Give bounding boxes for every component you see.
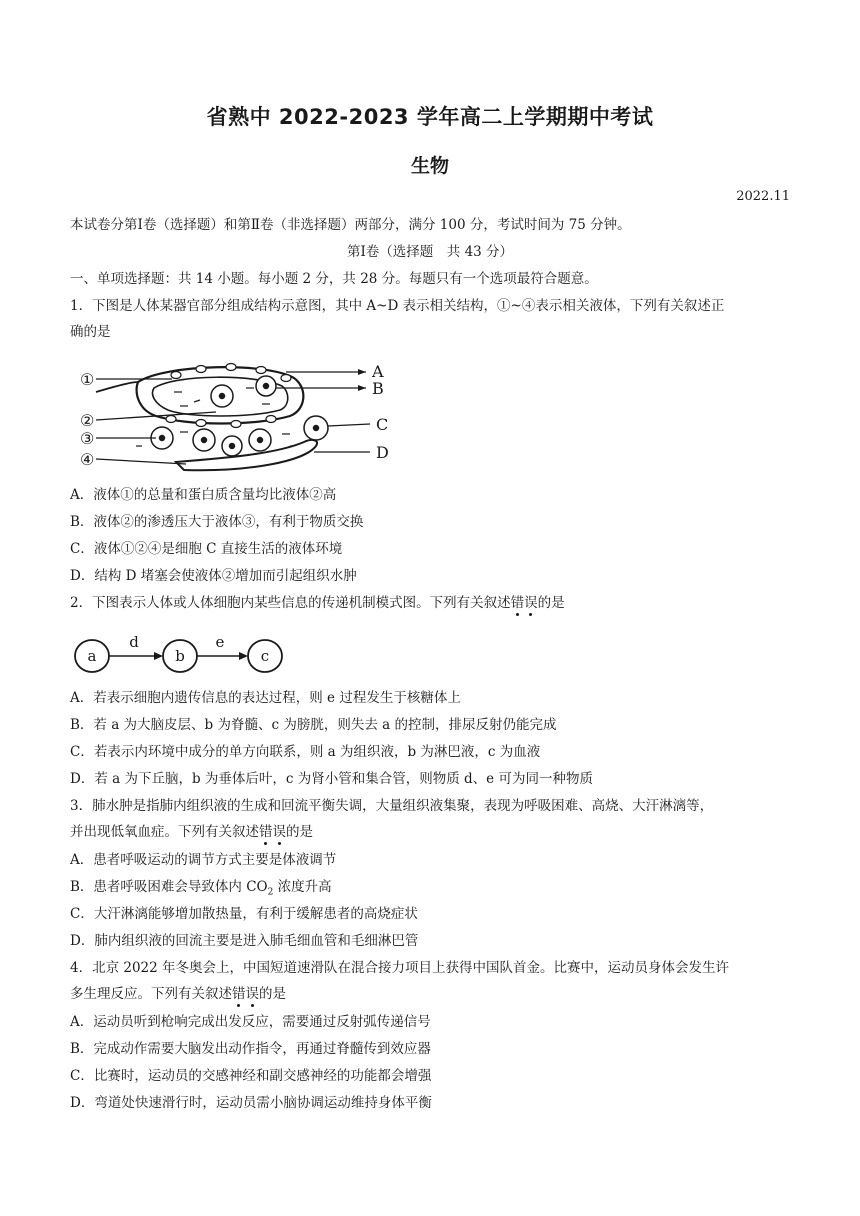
exam-subject: 生物 (410, 155, 449, 177)
arrow-e-head (239, 652, 248, 660)
fig1-label-1: ① (80, 370, 95, 389)
q3-stem-line1: 3．肺水肿是指肺内组织液的生成和回流平衡失调，大量组织液集聚，表现为呼吸困难、高烧、大汗淋漓等， (70, 798, 714, 814)
q4-stem-line1: 4．北京 2022 年冬奥会上，中国短道速滑队在混合接力项目上获得中国队首金。比赛中，运动员身体会发生许 (70, 960, 730, 976)
emphasis-char: 误 (245, 986, 259, 1002)
q2-option-b: B．若 a 为大脑皮层、b 为脊髓、c 为膀胱，则失去 a 的控制，排尿反射仍能完成 (70, 717, 557, 733)
exam-title: 省熟中 2022-2023 学年高二上学期期中考试 (206, 105, 654, 129)
fig1-label-4: ④ (80, 450, 95, 469)
q3-option-a: A．患者呼吸运动的调节方式主要是体液调节 (70, 852, 337, 868)
q2-stem-tail: 的是 (537, 595, 565, 611)
fig1-label-3: ③ (80, 429, 95, 448)
emphasis-char: 错 (510, 595, 525, 611)
q4-option-d: D．弯道处快速滑行时，运动员需小脑协调运动维持身体平衡 (70, 1095, 432, 1111)
arrow-d-label: d (129, 633, 139, 651)
q4-option-c: C．比赛时，运动员的交感神经和副交感神经的功能都会增强 (70, 1068, 432, 1084)
q1-stem-line1: 1．下图是人体某器官部分组成结构示意图，其中 A~D 表示相关结构，①~④表示相关液体，下列有关叙述正 (70, 298, 725, 314)
q2-stem-text: 2．下图表示人体或人体细胞内某些信息的传递机制模式图。下列有关叙述 (70, 595, 511, 611)
q1-option-b: B．液体②的渗透压大于液体③，有利于物质交换 (70, 514, 364, 530)
co2-subscript: 2 (267, 887, 274, 898)
q3-option-b-text: B．患者呼吸困难会导致体内 CO (70, 879, 268, 895)
q2-option-d: D．若 a 为下丘脑，b 为垂体后叶，c 为肾小管和集合管，则物质 d、e 可为同一种物质 (70, 771, 593, 787)
q1-stem-line2: 确的是 (70, 324, 111, 340)
q2-flow-diagram (72, 630, 290, 678)
part-instruction: 一、单项选择题：共 14 小题。每小题 2 分，共 28 分。每题只有一个选项最符合题意。 (70, 271, 598, 287)
fig1-label-C: C (376, 415, 389, 434)
q1-option-d: D．结构 D 堵塞会使液体②增加而引起组织水肿 (70, 568, 357, 584)
q4-option-a: A．运动员听到枪响完成出发反应，需要通过反射弧传递信号 (70, 1014, 431, 1030)
q4-stem-tail: 的是 (259, 986, 286, 1002)
q3-option-b-tail: 浓度升高 (273, 879, 332, 895)
fig1-label-D: D (376, 443, 389, 462)
q3-stem-line2 (70, 823, 795, 841)
q4-stem-text: 多生理反应。下列有关叙述 (70, 986, 232, 1002)
q1-option-a: A．液体①的总量和蛋白质含量均比液体②高 (70, 487, 337, 503)
vessel-left-edge (96, 382, 138, 392)
emphasis-char: 错 (259, 824, 273, 840)
exam-intro: 本试卷分第Ⅰ卷（选择题）和第Ⅱ卷（非选择题）两部分，满分 100 分，考试时间为 75 分钟。 (70, 217, 631, 233)
arrow-d-head (154, 652, 163, 660)
q4-option-b: B．完成动作需要大脑发出动作指令，再通过脊髓传到效应器 (70, 1041, 431, 1057)
arrowhead-b (358, 385, 366, 391)
arrowhead-a (358, 369, 366, 375)
q3-stem-tail: 的是 (286, 824, 313, 840)
emphasis-char: 误 (524, 595, 538, 611)
q4-stem-line2 (70, 985, 795, 1003)
arrow-e-label: e (215, 633, 225, 651)
node-a-label: a (87, 647, 97, 665)
q2-option-a: A．若表示细胞内遗传信息的表达过程，则 e 过程发生于核糖体上 (70, 690, 461, 706)
q1-tissue-diagram (76, 358, 406, 476)
fig1-label-2: ② (80, 411, 95, 430)
q3-option-b (70, 878, 795, 902)
node-b-label: b (175, 647, 185, 665)
section-title: 第Ⅰ卷（选择题 共 43 分） (346, 244, 514, 260)
q1-option-c: C．液体①②④是细胞 C 直接生活的液体环境 (70, 541, 343, 557)
q3-option-c: C．大汗淋漓能够增加散热量，有利于缓解患者的高烧症状 (70, 906, 418, 922)
emphasis-char: 错 (232, 986, 246, 1002)
q2-option-c: C．若表示内环境中成分的单方向联系，则 a 为组织液，b 为淋巴液，c 为血液 (70, 744, 541, 760)
q3-stem-text: 并出现低氧血症。下列有关叙述 (70, 824, 259, 840)
q2-stem (70, 594, 795, 612)
q3-option-d: D．肺内组织液的回流主要是进入肺毛细血管和毛细淋巴管 (70, 933, 419, 949)
fig1-label-A: A (372, 362, 384, 381)
node-c-label: c (260, 647, 270, 665)
fig1-label-B: B (372, 379, 384, 398)
exam-date: 2022.11 (736, 189, 790, 204)
emphasis-char: 误 (272, 824, 286, 840)
